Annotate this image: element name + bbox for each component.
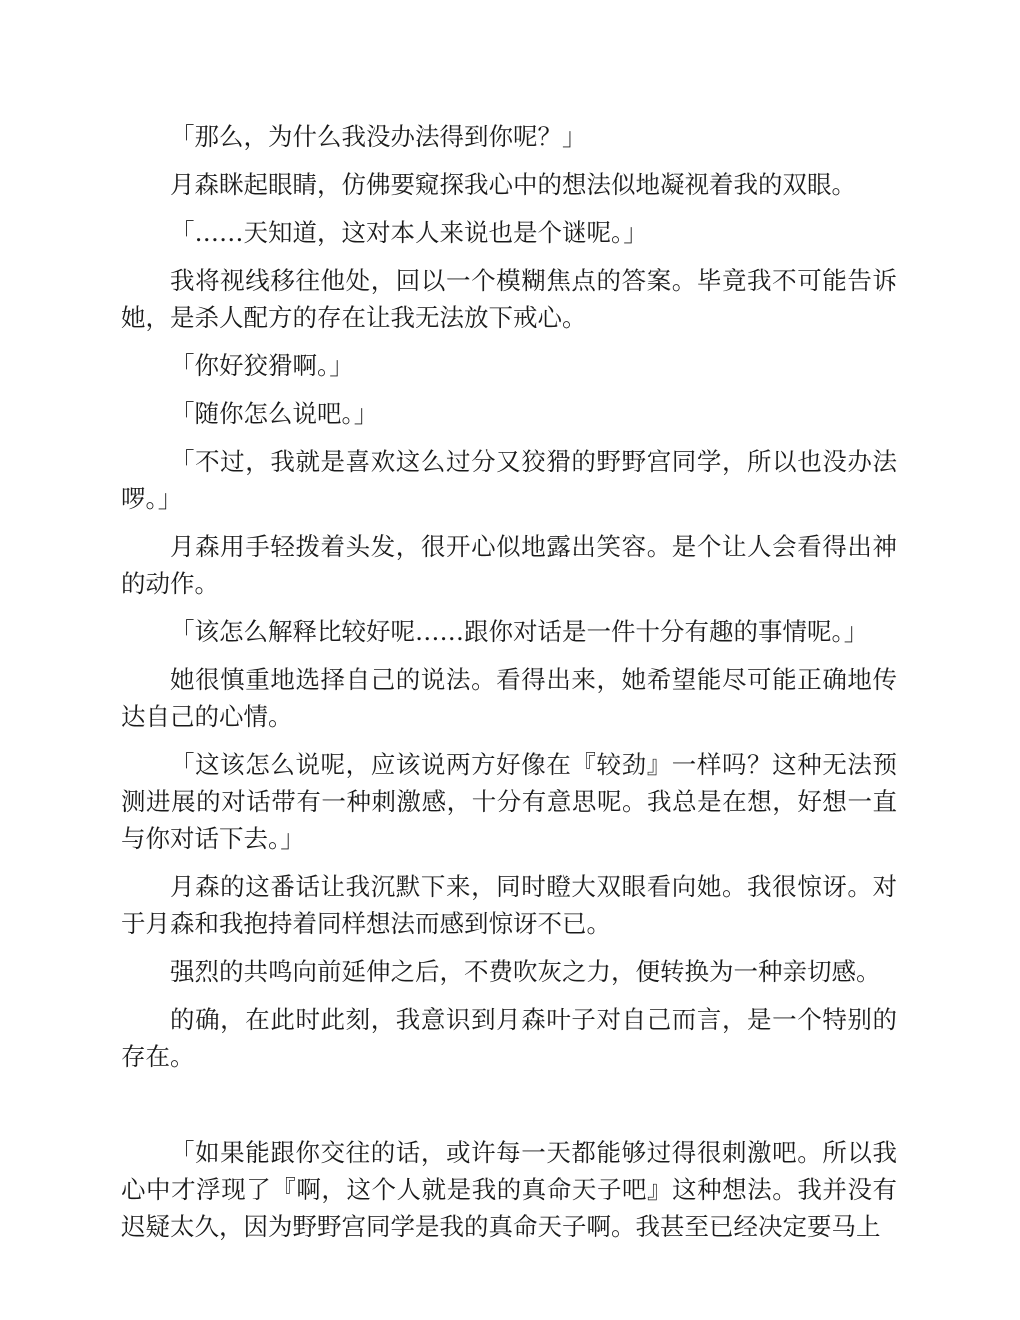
paragraph: 「那么，为什么我没办法得到你呢？」 xyxy=(170,122,587,151)
text-body xyxy=(121,118,897,1256)
paragraph: 「……天知道，这对本人来说也是个谜呢。」 xyxy=(170,218,648,247)
paragraph: 月森的这番话让我沉默下来，同时瞪大双眼看向她。我很惊讶。对于月森和我抱持着同样想法而感到惊讶不已。 xyxy=(121,872,897,938)
paragraph: 强烈的共鸣向前延伸之后，不费吹灰之力，便转换为一种亲切感。 xyxy=(170,957,881,986)
paragraph: 「你好狡猾啊。」 xyxy=(170,351,354,380)
paragraph: 月森眯起眼睛，仿佛要窥探我心中的想法似地凝视着我的双眼。 xyxy=(170,170,856,199)
paragraph: 她很慎重地选择自己的说法。看得出来，她希望能尽可能正确地传达自己的心情。 xyxy=(121,665,897,731)
paragraph: 「不过，我就是喜欢这么过分又狡猾的野野宫同学，所以也没办法啰。」 xyxy=(121,447,897,513)
paragraph: 月森用手轻拨着头发，很开心似地露出笑容。是个让人会看得出神的动作。 xyxy=(121,532,897,598)
paragraph: 「该怎么解释比较好呢……跟你对话是一件十分有趣的事情呢。」 xyxy=(170,617,869,646)
paragraph: 「这该怎么说呢，应该说两方好像在『较劲』一样吗？这种无法预测进展的对话带有一种刺激感，十分有意思呢。我总是在想，好想一直与你对话下去。」 xyxy=(121,750,897,853)
paragraph: 的确，在此时此刻，我意识到月森叶子对自己而言，是一个特别的存在。 xyxy=(121,1005,897,1071)
paragraph: 「随你怎么说吧。」 xyxy=(170,399,379,428)
paragraph: 我将视线移往他处，回以一个模糊焦点的答案。毕竟我不可能告诉她，是杀人配方的存在让我无法放下戒心。 xyxy=(121,266,897,332)
section-break xyxy=(121,1086,897,1134)
paragraph: 「如果能跟你交往的话，或许每一天都能够过得很刺激吧。所以我心中才浮现了『啊，这个人就是我的真命天子吧』这种想法。我并没有迟疑太久，因为野野宫同学是我的真命天子啊。我甚至已经决定要马上 xyxy=(121,1138,897,1241)
